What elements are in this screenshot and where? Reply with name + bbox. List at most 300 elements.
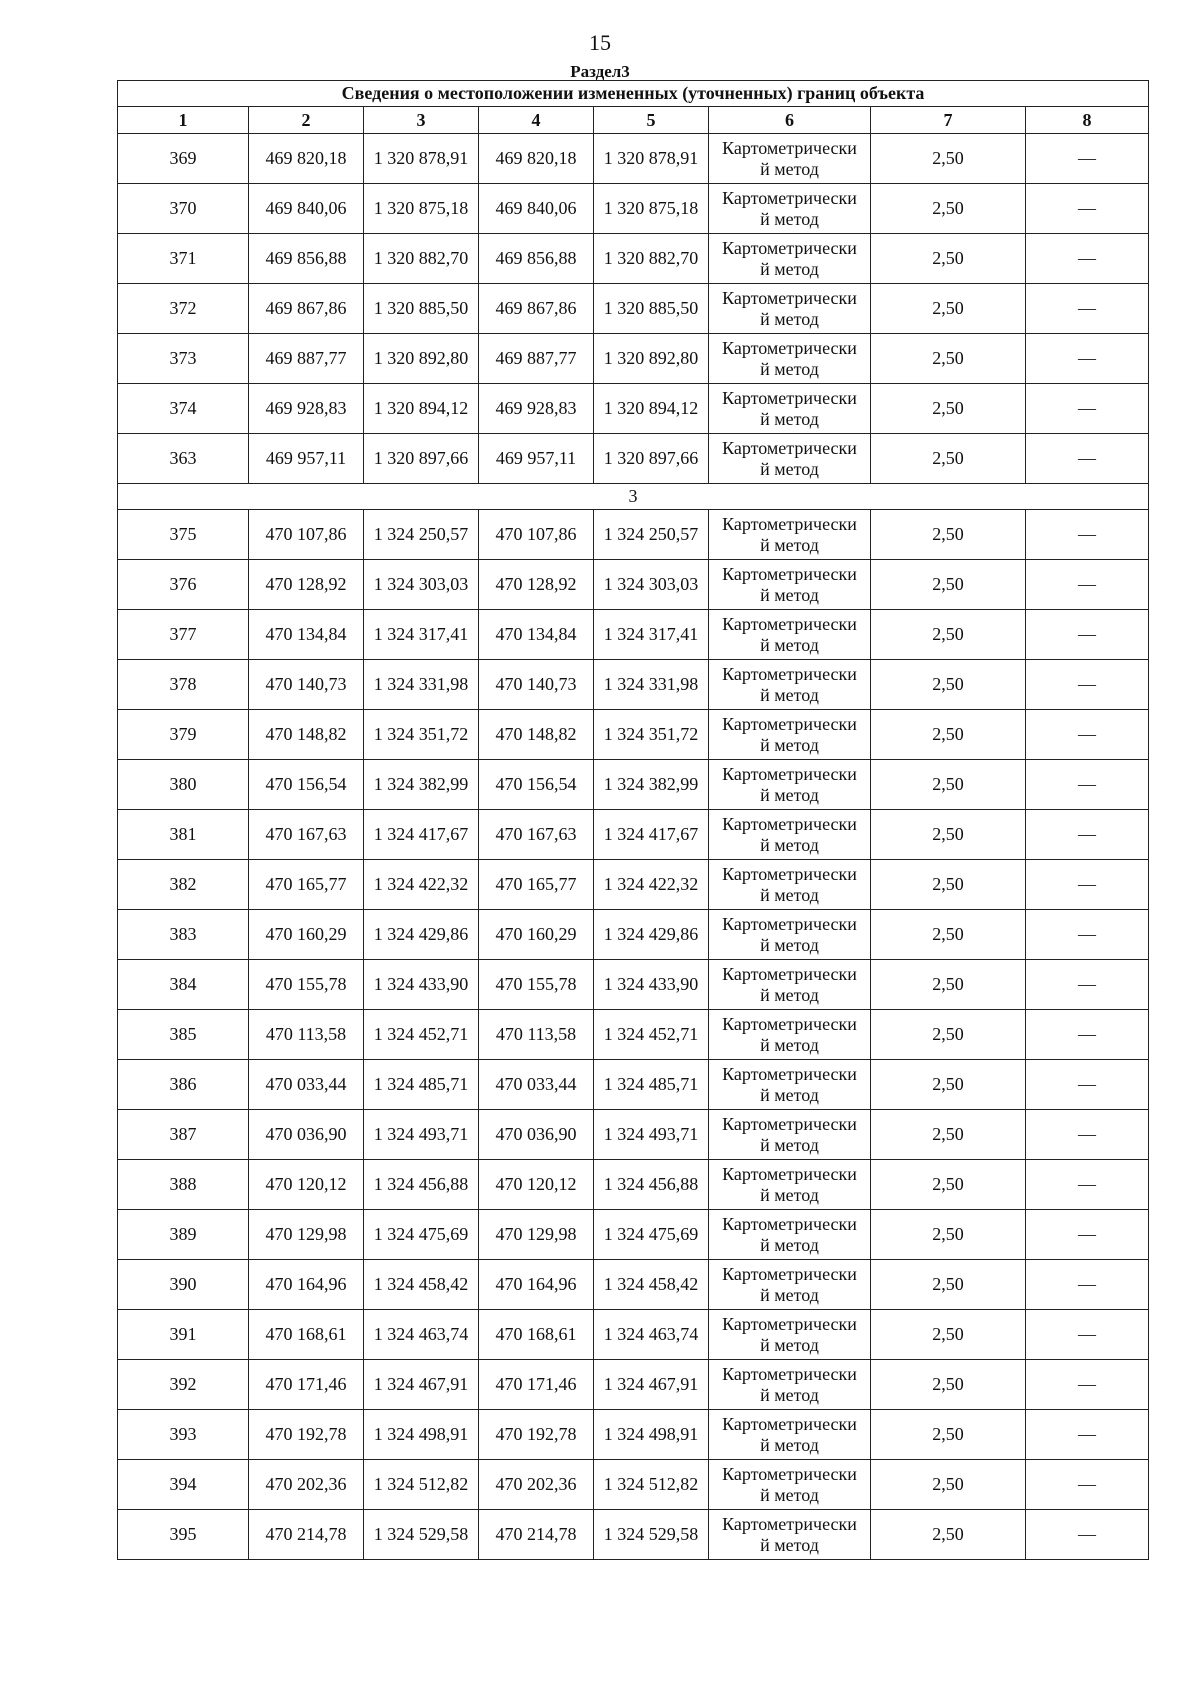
description-cell: —: [1026, 1110, 1149, 1160]
accuracy-cell: 2,50: [871, 1310, 1026, 1360]
x-old-cell: 470 129,98: [249, 1210, 364, 1260]
point-number-cell: 385: [118, 1010, 249, 1060]
x-old-cell: 470 171,46: [249, 1360, 364, 1410]
y-new-cell: 1 324 331,98: [594, 660, 709, 710]
accuracy-cell: 2,50: [871, 1060, 1026, 1110]
y-old-cell: 1 324 429,86: [364, 910, 479, 960]
point-number-cell: 378: [118, 660, 249, 710]
column-header: 7: [871, 107, 1026, 134]
method-cell: [709, 1060, 871, 1110]
method-line: й метод: [760, 584, 819, 605]
point-number-cell: 375: [118, 510, 249, 560]
method-cell: [709, 910, 871, 960]
method-cell: [709, 560, 871, 610]
description-cell: —: [1026, 560, 1149, 610]
accuracy-cell: 2,50: [871, 1260, 1026, 1310]
y-new-cell: 1 324 463,74: [594, 1310, 709, 1360]
method-cell: [709, 710, 871, 760]
table-row: [118, 860, 1149, 910]
method-line: Картометрически: [722, 563, 857, 584]
table-row: [118, 1310, 1149, 1360]
method-cell: [709, 1410, 871, 1460]
y-old-cell: 1 324 422,32: [364, 860, 479, 910]
description-cell: —: [1026, 1460, 1149, 1510]
x-new-cell: 470 171,46: [479, 1360, 594, 1410]
method-line: Картометрически: [722, 1263, 857, 1284]
table-row: [118, 384, 1149, 434]
x-old-cell: 469 820,18: [249, 134, 364, 184]
x-new-cell: 469 887,77: [479, 334, 594, 384]
method-line: й метод: [760, 1084, 819, 1105]
description-cell: —: [1026, 1310, 1149, 1360]
y-old-cell: 1 320 897,66: [364, 434, 479, 484]
table-row: [118, 760, 1149, 810]
y-old-cell: 1 324 498,91: [364, 1410, 479, 1460]
method-line: й метод: [760, 158, 819, 179]
method-line: й метод: [760, 1534, 819, 1555]
table-row: [118, 1360, 1149, 1410]
point-number-cell: 370: [118, 184, 249, 234]
point-number-cell: 393: [118, 1410, 249, 1460]
method-cell: [709, 234, 871, 284]
x-new-cell: 470 148,82: [479, 710, 594, 760]
point-number-cell: 381: [118, 810, 249, 860]
accuracy-cell: 2,50: [871, 960, 1026, 1010]
x-old-cell: 470 033,44: [249, 1060, 364, 1110]
y-new-cell: 1 324 529,58: [594, 1510, 709, 1560]
description-cell: —: [1026, 1210, 1149, 1260]
y-new-cell: 1 320 882,70: [594, 234, 709, 284]
y-old-cell: 1 324 331,98: [364, 660, 479, 710]
table-row: [118, 1510, 1149, 1560]
description-cell: —: [1026, 384, 1149, 434]
method-cell: [709, 1010, 871, 1060]
method-line: й метод: [760, 784, 819, 805]
y-old-cell: 1 320 885,50: [364, 284, 479, 334]
y-new-cell: 1 324 433,90: [594, 960, 709, 1010]
x-old-cell: 469 867,86: [249, 284, 364, 334]
method-cell: [709, 510, 871, 560]
x-old-cell: 470 113,58: [249, 1010, 364, 1060]
accuracy-cell: 2,50: [871, 810, 1026, 860]
point-number-cell: 371: [118, 234, 249, 284]
x-old-cell: 470 156,54: [249, 760, 364, 810]
table-body: [118, 134, 1149, 1560]
y-new-cell: 1 324 417,67: [594, 810, 709, 860]
x-old-cell: 470 140,73: [249, 660, 364, 710]
table-row: [118, 610, 1149, 660]
method-line: Картометрически: [722, 713, 857, 734]
y-old-cell: 1 324 467,91: [364, 1360, 479, 1410]
accuracy-cell: 2,50: [871, 284, 1026, 334]
y-old-cell: 1 324 493,71: [364, 1110, 479, 1160]
y-new-cell: 1 320 875,18: [594, 184, 709, 234]
x-new-cell: 470 214,78: [479, 1510, 594, 1560]
y-new-cell: 1 324 475,69: [594, 1210, 709, 1260]
accuracy-cell: 2,50: [871, 1010, 1026, 1060]
x-old-cell: 470 214,78: [249, 1510, 364, 1560]
y-old-cell: 1 324 512,82: [364, 1460, 479, 1510]
accuracy-cell: 2,50: [871, 134, 1026, 184]
method-line: й метод: [760, 734, 819, 755]
group-label: 3: [118, 484, 1149, 510]
column-header: 5: [594, 107, 709, 134]
accuracy-cell: 2,50: [871, 1510, 1026, 1560]
column-header: 8: [1026, 107, 1149, 134]
method-cell: [709, 1260, 871, 1310]
description-cell: —: [1026, 660, 1149, 710]
accuracy-cell: 2,50: [871, 1160, 1026, 1210]
accuracy-cell: 2,50: [871, 560, 1026, 610]
accuracy-cell: 2,50: [871, 610, 1026, 660]
accuracy-cell: 2,50: [871, 1110, 1026, 1160]
y-new-cell: 1 324 512,82: [594, 1460, 709, 1510]
x-new-cell: 470 202,36: [479, 1460, 594, 1510]
method-line: й метод: [760, 684, 819, 705]
method-cell: [709, 134, 871, 184]
x-new-cell: 470 165,77: [479, 860, 594, 910]
method-cell: [709, 284, 871, 334]
point-number-cell: 377: [118, 610, 249, 660]
method-line: Картометрически: [722, 237, 857, 258]
accuracy-cell: 2,50: [871, 434, 1026, 484]
point-number-cell: 373: [118, 334, 249, 384]
description-cell: —: [1026, 234, 1149, 284]
x-old-cell: 469 957,11: [249, 434, 364, 484]
method-line: й метод: [760, 308, 819, 329]
table-row: [118, 1010, 1149, 1060]
method-cell: [709, 1460, 871, 1510]
x-new-cell: 469 840,06: [479, 184, 594, 234]
y-new-cell: 1 324 351,72: [594, 710, 709, 760]
x-new-cell: 469 957,11: [479, 434, 594, 484]
method-line: Картометрически: [722, 1063, 857, 1084]
description-cell: —: [1026, 810, 1149, 860]
method-line: Картометрически: [722, 763, 857, 784]
y-old-cell: 1 324 463,74: [364, 1310, 479, 1360]
description-cell: —: [1026, 760, 1149, 810]
method-cell: [709, 1110, 871, 1160]
table-caption-row: [118, 81, 1149, 107]
method-line: й метод: [760, 1334, 819, 1355]
method-line: й метод: [760, 408, 819, 429]
accuracy-cell: 2,50: [871, 510, 1026, 560]
group-separator-row: [118, 484, 1149, 510]
method-line: й метод: [760, 358, 819, 379]
method-cell: [709, 760, 871, 810]
method-line: Картометрически: [722, 963, 857, 984]
y-new-cell: 1 324 456,88: [594, 1160, 709, 1210]
description-cell: —: [1026, 860, 1149, 910]
table-caption: Сведения о местоположении измененных (уточненных) границ объекта: [118, 81, 1149, 107]
point-number-cell: 372: [118, 284, 249, 334]
y-old-cell: 1 324 417,67: [364, 810, 479, 860]
method-line: Картометрически: [722, 613, 857, 634]
accuracy-cell: 2,50: [871, 1360, 1026, 1410]
method-line: й метод: [760, 884, 819, 905]
y-new-cell: 1 320 897,66: [594, 434, 709, 484]
y-new-cell: 1 324 422,32: [594, 860, 709, 910]
method-line: Картометрически: [722, 387, 857, 408]
point-number-cell: 380: [118, 760, 249, 810]
method-line: й метод: [760, 258, 819, 279]
method-line: Картометрически: [722, 437, 857, 458]
x-new-cell: 470 134,84: [479, 610, 594, 660]
point-number-cell: 388: [118, 1160, 249, 1210]
x-old-cell: 470 160,29: [249, 910, 364, 960]
method-line: Картометрически: [722, 1313, 857, 1334]
method-line: й метод: [760, 934, 819, 955]
y-old-cell: 1 324 475,69: [364, 1210, 479, 1260]
y-new-cell: 1 324 458,42: [594, 1260, 709, 1310]
method-line: й метод: [760, 834, 819, 855]
method-line: й метод: [760, 1134, 819, 1155]
x-old-cell: 469 840,06: [249, 184, 364, 234]
accuracy-cell: 2,50: [871, 334, 1026, 384]
method-line: Картометрически: [722, 287, 857, 308]
section-title: Раздел3: [570, 62, 630, 81]
method-line: й метод: [760, 634, 819, 655]
point-number-cell: 369: [118, 134, 249, 184]
method-line: Картометрически: [722, 863, 857, 884]
method-cell: [709, 1510, 871, 1560]
description-cell: —: [1026, 510, 1149, 560]
method-line: Картометрически: [722, 337, 857, 358]
x-old-cell: 470 128,92: [249, 560, 364, 610]
page-number: 15: [589, 30, 611, 55]
y-new-cell: 1 324 250,57: [594, 510, 709, 560]
y-new-cell: 1 324 485,71: [594, 1060, 709, 1110]
table-row: [118, 1260, 1149, 1310]
method-line: й метод: [760, 1384, 819, 1405]
description-cell: —: [1026, 284, 1149, 334]
accuracy-cell: 2,50: [871, 660, 1026, 710]
accuracy-cell: 2,50: [871, 760, 1026, 810]
x-old-cell: 470 192,78: [249, 1410, 364, 1460]
method-line: Картометрически: [722, 1163, 857, 1184]
table-row: [118, 184, 1149, 234]
table-row: [118, 710, 1149, 760]
y-new-cell: 1 324 493,71: [594, 1110, 709, 1160]
accuracy-cell: 2,50: [871, 710, 1026, 760]
description-cell: —: [1026, 1160, 1149, 1210]
point-number-cell: 383: [118, 910, 249, 960]
method-line: й метод: [760, 1484, 819, 1505]
y-old-cell: 1 324 351,72: [364, 710, 479, 760]
description-cell: —: [1026, 1060, 1149, 1110]
point-number-cell: 391: [118, 1310, 249, 1360]
point-number-cell: 379: [118, 710, 249, 760]
table-row: [118, 560, 1149, 610]
method-cell: [709, 660, 871, 710]
accuracy-cell: 2,50: [871, 860, 1026, 910]
description-cell: —: [1026, 184, 1149, 234]
y-new-cell: 1 324 429,86: [594, 910, 709, 960]
x-new-cell: 470 128,92: [479, 560, 594, 610]
x-old-cell: 469 887,77: [249, 334, 364, 384]
method-cell: [709, 1360, 871, 1410]
x-new-cell: 470 167,63: [479, 810, 594, 860]
table-row: [118, 134, 1149, 184]
y-new-cell: 1 324 452,71: [594, 1010, 709, 1060]
y-old-cell: 1 324 317,41: [364, 610, 479, 660]
y-old-cell: 1 324 458,42: [364, 1260, 479, 1310]
column-header: 2: [249, 107, 364, 134]
method-line: Картометрически: [722, 1113, 857, 1134]
description-cell: —: [1026, 1510, 1149, 1560]
point-number-cell: 389: [118, 1210, 249, 1260]
accuracy-cell: 2,50: [871, 1460, 1026, 1510]
method-line: Картометрически: [722, 913, 857, 934]
x-new-cell: 470 120,12: [479, 1160, 594, 1210]
x-old-cell: 470 155,78: [249, 960, 364, 1010]
y-old-cell: 1 324 529,58: [364, 1510, 479, 1560]
x-new-cell: 470 129,98: [479, 1210, 594, 1260]
accuracy-cell: 2,50: [871, 234, 1026, 284]
table-row: [118, 510, 1149, 560]
description-cell: —: [1026, 710, 1149, 760]
x-new-cell: 469 928,83: [479, 384, 594, 434]
table-row: [118, 1060, 1149, 1110]
y-new-cell: 1 320 894,12: [594, 384, 709, 434]
method-line: й метод: [760, 1284, 819, 1305]
y-old-cell: 1 324 250,57: [364, 510, 479, 560]
table-row: [118, 910, 1149, 960]
method-line: й метод: [760, 1234, 819, 1255]
y-old-cell: 1 324 485,71: [364, 1060, 479, 1110]
method-cell: [709, 434, 871, 484]
method-cell: [709, 610, 871, 660]
description-cell: —: [1026, 910, 1149, 960]
y-new-cell: 1 320 892,80: [594, 334, 709, 384]
x-new-cell: 470 140,73: [479, 660, 594, 710]
x-new-cell: 470 192,78: [479, 1410, 594, 1460]
x-new-cell: 470 033,44: [479, 1060, 594, 1110]
y-old-cell: 1 324 456,88: [364, 1160, 479, 1210]
y-old-cell: 1 324 433,90: [364, 960, 479, 1010]
method-cell: [709, 960, 871, 1010]
table-row: [118, 1110, 1149, 1160]
description-cell: —: [1026, 1410, 1149, 1460]
method-line: Картометрически: [722, 1213, 857, 1234]
column-header: 3: [364, 107, 479, 134]
x-old-cell: 469 856,88: [249, 234, 364, 284]
point-number-cell: 390: [118, 1260, 249, 1310]
table-row: [118, 1460, 1149, 1510]
method-cell: [709, 184, 871, 234]
method-line: й метод: [760, 1434, 819, 1455]
method-line: Картометрически: [722, 813, 857, 834]
x-old-cell: 470 107,86: [249, 510, 364, 560]
method-line: Картометрически: [722, 187, 857, 208]
x-old-cell: 470 168,61: [249, 1310, 364, 1360]
method-line: й метод: [760, 984, 819, 1005]
x-new-cell: 470 156,54: [479, 760, 594, 810]
y-old-cell: 1 324 452,71: [364, 1010, 479, 1060]
y-new-cell: 1 320 878,91: [594, 134, 709, 184]
column-header: 6: [709, 107, 871, 134]
method-cell: [709, 810, 871, 860]
y-new-cell: 1 324 467,91: [594, 1360, 709, 1410]
x-new-cell: 470 164,96: [479, 1260, 594, 1310]
y-old-cell: 1 320 892,80: [364, 334, 479, 384]
accuracy-cell: 2,50: [871, 384, 1026, 434]
point-number-cell: 394: [118, 1460, 249, 1510]
point-number-cell: 382: [118, 860, 249, 910]
method-line: Картометрически: [722, 663, 857, 684]
y-new-cell: 1 324 498,91: [594, 1410, 709, 1460]
method-cell: [709, 334, 871, 384]
table-row: [118, 284, 1149, 334]
method-cell: [709, 1160, 871, 1210]
table-row: [118, 810, 1149, 860]
y-old-cell: 1 320 882,70: [364, 234, 479, 284]
coordinates-table: [117, 80, 1149, 1560]
table-row: [118, 1210, 1149, 1260]
y-new-cell: 1 324 303,03: [594, 560, 709, 610]
description-cell: —: [1026, 960, 1149, 1010]
method-line: й метод: [760, 534, 819, 555]
x-old-cell: 470 167,63: [249, 810, 364, 860]
accuracy-cell: 2,50: [871, 910, 1026, 960]
y-new-cell: 1 324 382,99: [594, 760, 709, 810]
method-line: й метод: [760, 208, 819, 229]
y-old-cell: 1 320 875,18: [364, 184, 479, 234]
description-cell: —: [1026, 1010, 1149, 1060]
point-number-cell: 376: [118, 560, 249, 610]
table-row: [118, 234, 1149, 284]
accuracy-cell: 2,50: [871, 1210, 1026, 1260]
method-line: й метод: [760, 458, 819, 479]
x-old-cell: 470 036,90: [249, 1110, 364, 1160]
x-new-cell: 470 036,90: [479, 1110, 594, 1160]
method-cell: [709, 1210, 871, 1260]
table-row: [118, 960, 1149, 1010]
table-row: [118, 334, 1149, 384]
accuracy-cell: 2,50: [871, 184, 1026, 234]
y-old-cell: 1 324 303,03: [364, 560, 479, 610]
method-line: Картометрически: [722, 1013, 857, 1034]
column-header-row: [118, 107, 1149, 134]
x-old-cell: 470 120,12: [249, 1160, 364, 1210]
x-old-cell: 470 134,84: [249, 610, 364, 660]
x-old-cell: 470 165,77: [249, 860, 364, 910]
point-number-cell: 392: [118, 1360, 249, 1410]
table-row: [118, 660, 1149, 710]
x-old-cell: 470 148,82: [249, 710, 364, 760]
x-old-cell: 470 202,36: [249, 1460, 364, 1510]
column-header: 4: [479, 107, 594, 134]
method-line: Картометрически: [722, 1463, 857, 1484]
method-cell: [709, 860, 871, 910]
column-header: 1: [118, 107, 249, 134]
x-new-cell: 470 168,61: [479, 1310, 594, 1360]
method-cell: [709, 1310, 871, 1360]
description-cell: —: [1026, 1260, 1149, 1310]
x-new-cell: 470 155,78: [479, 960, 594, 1010]
point-number-cell: 386: [118, 1060, 249, 1110]
description-cell: —: [1026, 610, 1149, 660]
method-cell: [709, 384, 871, 434]
table-row: [118, 434, 1149, 484]
x-old-cell: 469 928,83: [249, 384, 364, 434]
description-cell: —: [1026, 1360, 1149, 1410]
x-new-cell: 469 820,18: [479, 134, 594, 184]
method-line: Картометрически: [722, 1513, 857, 1534]
description-cell: —: [1026, 434, 1149, 484]
y-old-cell: 1 320 894,12: [364, 384, 479, 434]
point-number-cell: 363: [118, 434, 249, 484]
